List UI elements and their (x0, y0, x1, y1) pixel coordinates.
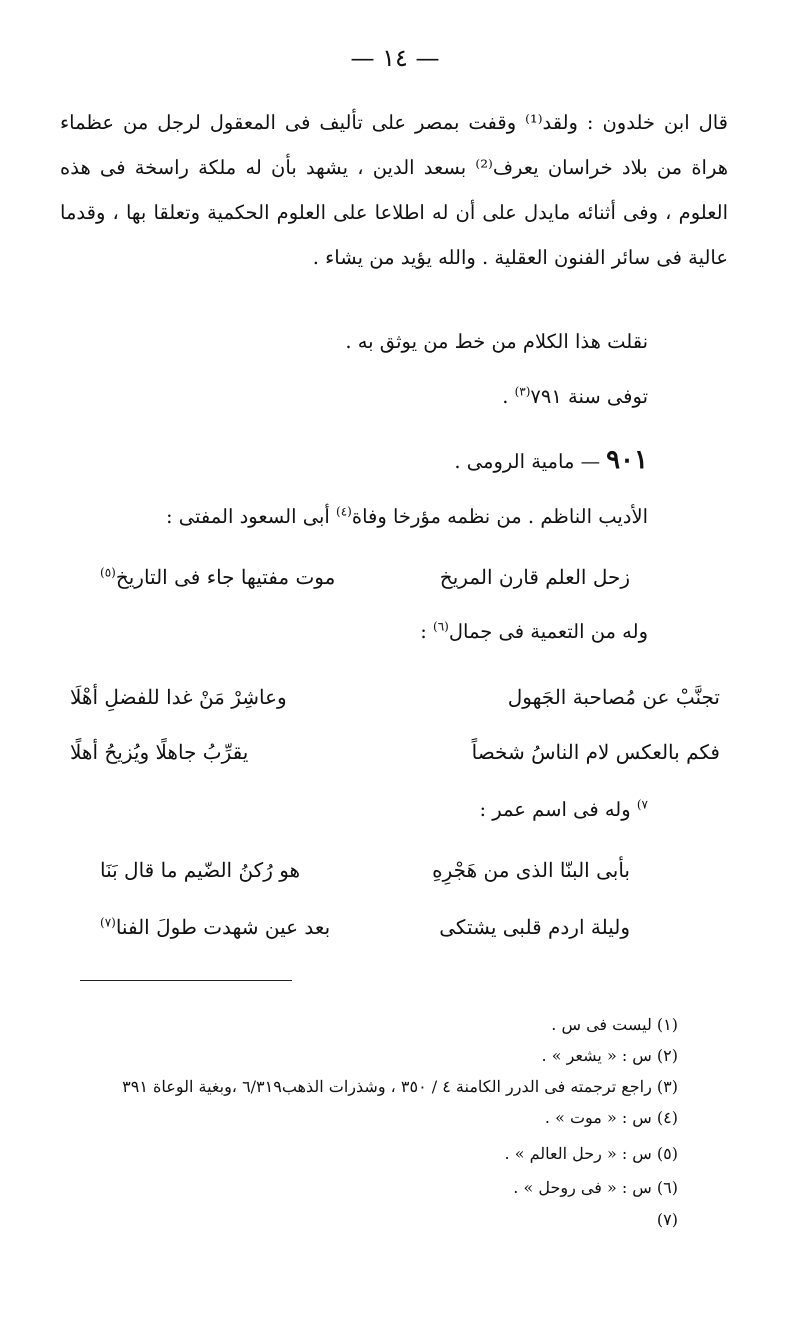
intro-text-a: الأديب الناظم . من نظمه مؤرخا وفاة (351, 505, 648, 528)
footnote-separator (80, 980, 292, 981)
intro2-text-a: وله من التعمية فى جمال (448, 620, 648, 643)
footnote-marker: (٧) (100, 915, 116, 930)
verse-intro (420, 620, 648, 643)
verse-row (100, 565, 630, 609)
verse-text: بعد عين شهدت طولَ الفنا (115, 915, 331, 939)
verse-second-hemistich: وعاشِرْ مَنْ غدا للفضلِ أهْلَا (70, 685, 287, 709)
verse-row (70, 685, 720, 729)
footnote-marker: (٣) (514, 384, 531, 399)
copy-note: نقلت هذا الكلام من خط من يوثق به . (345, 330, 648, 353)
verse-second-hemistich (100, 915, 330, 939)
footnote-marker: (٦) (433, 619, 449, 634)
verse-row (100, 858, 630, 902)
intro3-text: وله فى اسم عمر : (479, 798, 637, 821)
verse-first-hemistich: تجنَّبْ عن مُصاحبة الجَهول (507, 685, 720, 709)
paragraph-ibn-khaldun: قال ابن خلدون : ولقد⁽¹⁾ وقفت بمصر على تأليف فى المعقول لرجل من عظماء هراة من بلاد خراسان يعرف⁽²⁾ بسعد الدين ، يشهد بأن له ملكة راسخة فى هذه العلوم ، وفى أثنائه مايدل على أن له اطلاعا على العلوم الحكمية وتعلقا بها ، وقدما عالية فى سائر الفنون العقلية . والله يؤيد من يشاء . (60, 111, 729, 269)
footnote: (٣) راجع ترجمته فى الدرر الكامنة ٤ / ٣٥٠ ، وشذرات الذهب٦/٣١٩ ،وبغية الوعاة ٣٩١ (122, 1077, 678, 1096)
verse-row (70, 740, 720, 784)
footnote: (٥) س : « رحل العالم » . (504, 1144, 678, 1163)
footnote-marker: ٧) (636, 797, 648, 812)
entry-name: — مامية الرومى . (454, 450, 601, 473)
verse-text: موت مفتيها جاء فى التاريخ (115, 565, 336, 589)
verse-first-hemistich: زحل العلم قارن المريخ (439, 565, 630, 589)
page-number: — ١٤ — (350, 44, 440, 72)
verse-first-hemistich: فكم بالعكس لام الناسُ شخصاً (471, 740, 720, 764)
intro-text-b: أبى السعود المفتى : (166, 505, 337, 528)
footnote: (٤) س : « موت » . (544, 1108, 678, 1127)
verse-second-hemistich: هو رُكنُ الضّيم ما قال بَنَا (100, 858, 301, 882)
verse-intro (480, 798, 649, 821)
death-text: توفى سنة ٧٩١ (530, 385, 648, 408)
footnote-marker: (٥) (100, 565, 116, 580)
intro2-text-b: : (420, 620, 433, 643)
verse-first-hemistich: بأبى البنّا الذى من هَجْرِهِ (432, 858, 630, 882)
footnote: (١) ليست فى س . (551, 1015, 678, 1034)
verse-row (100, 915, 630, 959)
entry-intro (166, 505, 648, 528)
death-end: . (502, 385, 515, 408)
entry-heading (454, 445, 648, 475)
verse-second-hemistich (100, 565, 335, 589)
verse-first-hemistich: وليلة اردم قلبى يشتكى (439, 915, 630, 939)
verse-second-hemistich: يقرِّبُ جاهلًا ويُزيحُ أهلًا (70, 740, 249, 764)
footnote: (٢) س : « يشعر » . (541, 1046, 678, 1065)
footnote-marker: (٤) (336, 504, 352, 519)
death-year (502, 385, 648, 408)
entry-number: ٩٠١ (606, 445, 648, 475)
footnote: (٧) (656, 1210, 678, 1229)
footnote: (٦) س : « فى روحل » . (513, 1178, 678, 1197)
